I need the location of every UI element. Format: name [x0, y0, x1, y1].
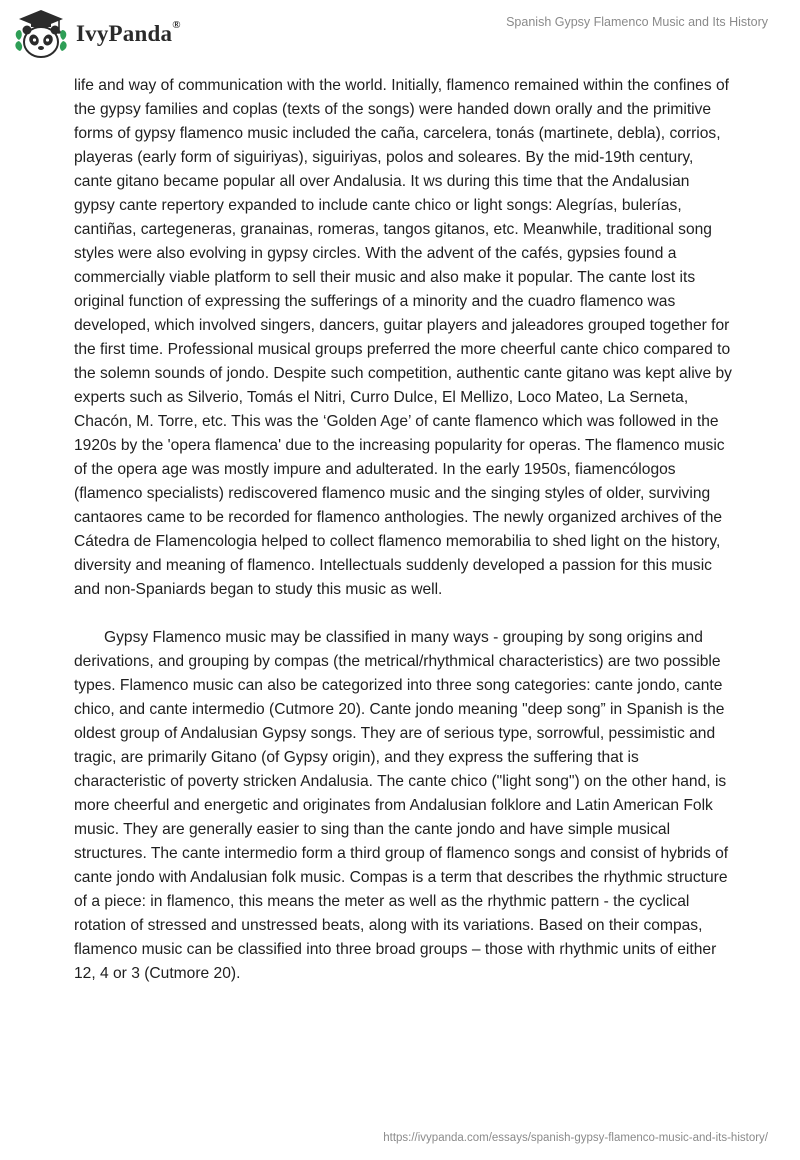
- paragraph: Gypsy Flamenco music may be classified in many ways - grouping by song origins and derivations, and grouping by compas (the metrical/rhythmical characteristics) are two possible types. Flamenco music can also be categorized into three song categories: cante jondo, cante chico, and cante intermedio (Cutmore 20). Cante jondo meaning "deep song” in Spanish is the oldest group of Andalusian Gypsy songs. They are of serious type, sorrowful, pessimistic and tragic, are primarily Gitano (of Gypsy origin), and they express the suffering that is characteristic of poverty stricken Andalusia. The cante chico ("light song") on the other hand, is more cheerful and energetic and originates from Andalusian folklore and Latin American Folk music. They are generally easier to sing than the cante jondo and have simple musical structures. The cante intermedio form a third group of flamenco songs and consist of hybrids of cante jondo with Andalusian folk music. Compas is a term that describes the rhythmic structure of a piece: in flamenco, this means the meter as well as the rhythmic pattern - the cyclical rotation of stressed and unstressed beats, along with its variations. Based on their compas, flamenco music can be classified into three broad groups – those with rhythmic units of either 12, 4 or 3 (Cutmore 20).: [74, 629, 729, 982]
- paragraph: life and way of communication with the world. Initially, flamenco remained within the confines of the gypsy families and coplas (texts of the songs) were handed down orally and the primitive forms of gypsy flamenco music included the caña, carcelera, tonás (martinete, debla), corrios, playeras (early form of siguiriyas), siguiriyas, polos and soleares. By the mid-19th century, cante gitano became popular all over Andalusia. It ws during this time that the Andalusian gypsy cante repertory expanded to include cante chico or light songs: Alegrías, bulerías, cantiñas, cartegeneras, granainas, romeras, tangos gitanos, etc. Meanwhile, traditional song styles were also evolving in gypsy circles. With the advent of the cafés, gypsies found a commercially viable platform to sell their music and also make it popular. The cante lost its original function of expressing the sufferings of a minority and the cuadro flamenco was developed, which involved singers, dancers, guitar players and jaleadores grouped together for the first time. Professional musical groups preferred the more cheerful cante chico compared to the solemn sounds of jondo. Despite such competition, authentic cante gitano was kept alive by experts such as Silverio, Tomás el Nitri, Curro Dulce, El Mellizo, Loco Mateo, La Serneta, Chacón, M. Torre, etc. This was the ‘Golden Age’ of cante flamenco which was followed in the 1920s by the 'opera flamenca' due to the increasing popularity for operas. The flamenco music of the opera age was mostly impure and adulterated. In the early 1950s, fiamencólogos (flamenco specialists) rediscovered flamenco music and the singing styles of older, surviving cantaores came to be recorded for flamenco anthologies. The newly organized archives of the Cátedra de Flamencologia helped to collect flamenco memorabilia to shed light on the history, diversity and meaning of flamenco. Intellectuals suddenly developed a passion for this music and non-Spaniards began to study this music as well.: [74, 77, 732, 598]
- page-header: [0, 0, 800, 68]
- document-title: Spanish Gypsy Flamenco Music and Its History: [506, 15, 768, 29]
- panda-graduate-icon: [14, 7, 68, 61]
- ivypanda-logo[interactable]: [14, 6, 181, 62]
- logo-wordmark: IvyPanda®: [76, 19, 181, 46]
- source-url[interactable]: https://ivypanda.com/essays/spanish-gypsy-flamenco-music-and-its-history/: [383, 1132, 768, 1144]
- essay-body: [74, 74, 734, 986]
